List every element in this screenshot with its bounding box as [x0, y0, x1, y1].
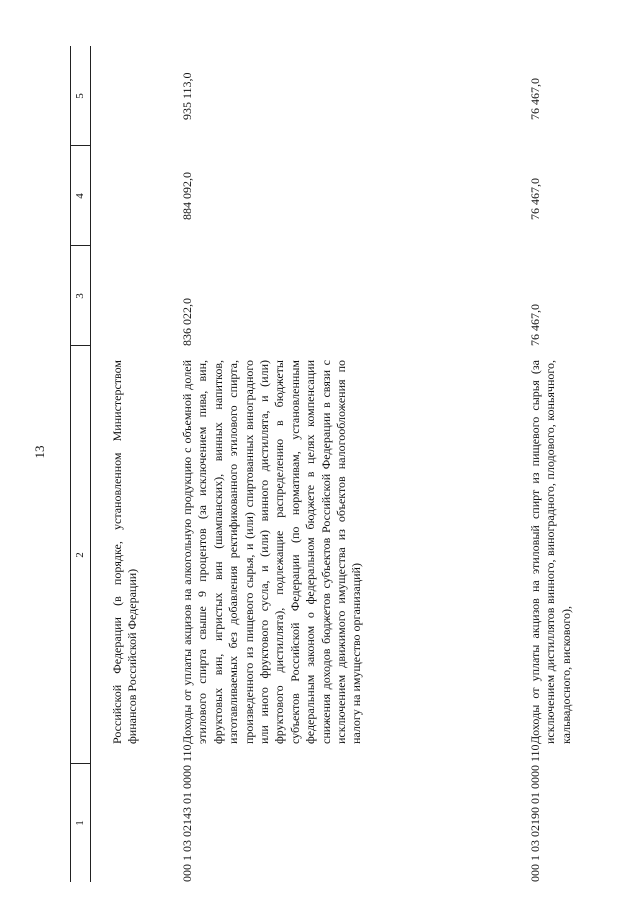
- divider-3-4: [70, 245, 90, 246]
- table-top-border: [70, 46, 71, 882]
- page-number: 13: [32, 445, 47, 459]
- row-1-code: 000 1 03 02143 01 0000 110: [180, 744, 194, 882]
- header-col-2: 2: [74, 552, 86, 558]
- header-col-3: 3: [74, 293, 86, 299]
- header-col-1: 1: [74, 820, 86, 826]
- row-1-col3: 836 022,0: [180, 298, 194, 346]
- divider-2-3: [70, 345, 90, 346]
- row-2-code: 000 1 03 02190 01 0000 110: [528, 744, 542, 882]
- row-1-description: Доходы от уплаты акцизов на алкогольную продукцию с объемной долей этилового спирта свыше 9 процентов (за исключением пива, вин, фруктовых вин, игристых вин (шампанских), винных напитков, изготавливаемых без добавления ректификованного этилового спирта, произведенного из пищевого сырья, и (или) спиртованных виноградного или иного фруктового сусла, и (или) винного дистиллята, и (или) фруктового дистиллята), подлежащие распределению в бюджеты субъектов Российской Федерации (по нормативам, установленным федеральным законом о федеральном бюджете в целях компенсации снижения доходов бюджетов субъектов Российской Федерации в связи с исключением движимого имущества из объектов налогообложения по налогу на имущество организаций): [180, 360, 364, 744]
- row-2-col5: 76 467,0: [528, 78, 542, 120]
- row-1-col5: 935 113,0: [180, 72, 194, 120]
- divider-1-2: [70, 763, 90, 764]
- divider-4-5: [70, 145, 90, 146]
- row-2-col3: 76 467,0: [528, 304, 542, 346]
- row-2-description: Доходы от уплаты акцизов на этиловый спирт из пищевого сырья (за исключением дистиллятов винного, виноградного, плодового, коньячного, кальвадосного, вискового),: [528, 360, 573, 744]
- header-col-4: 4: [74, 193, 86, 199]
- header-bottom-border: [90, 46, 91, 882]
- row-1-col4: 884 092,0: [180, 172, 194, 220]
- row-2-col4: 76 467,0: [528, 178, 542, 220]
- header-col-5: 5: [74, 93, 86, 99]
- rotated-table: [70, 32, 590, 882]
- row-continuation-description: Российской Федерации (в порядке, установленном Министерством финансов Российской Федерации): [110, 360, 140, 744]
